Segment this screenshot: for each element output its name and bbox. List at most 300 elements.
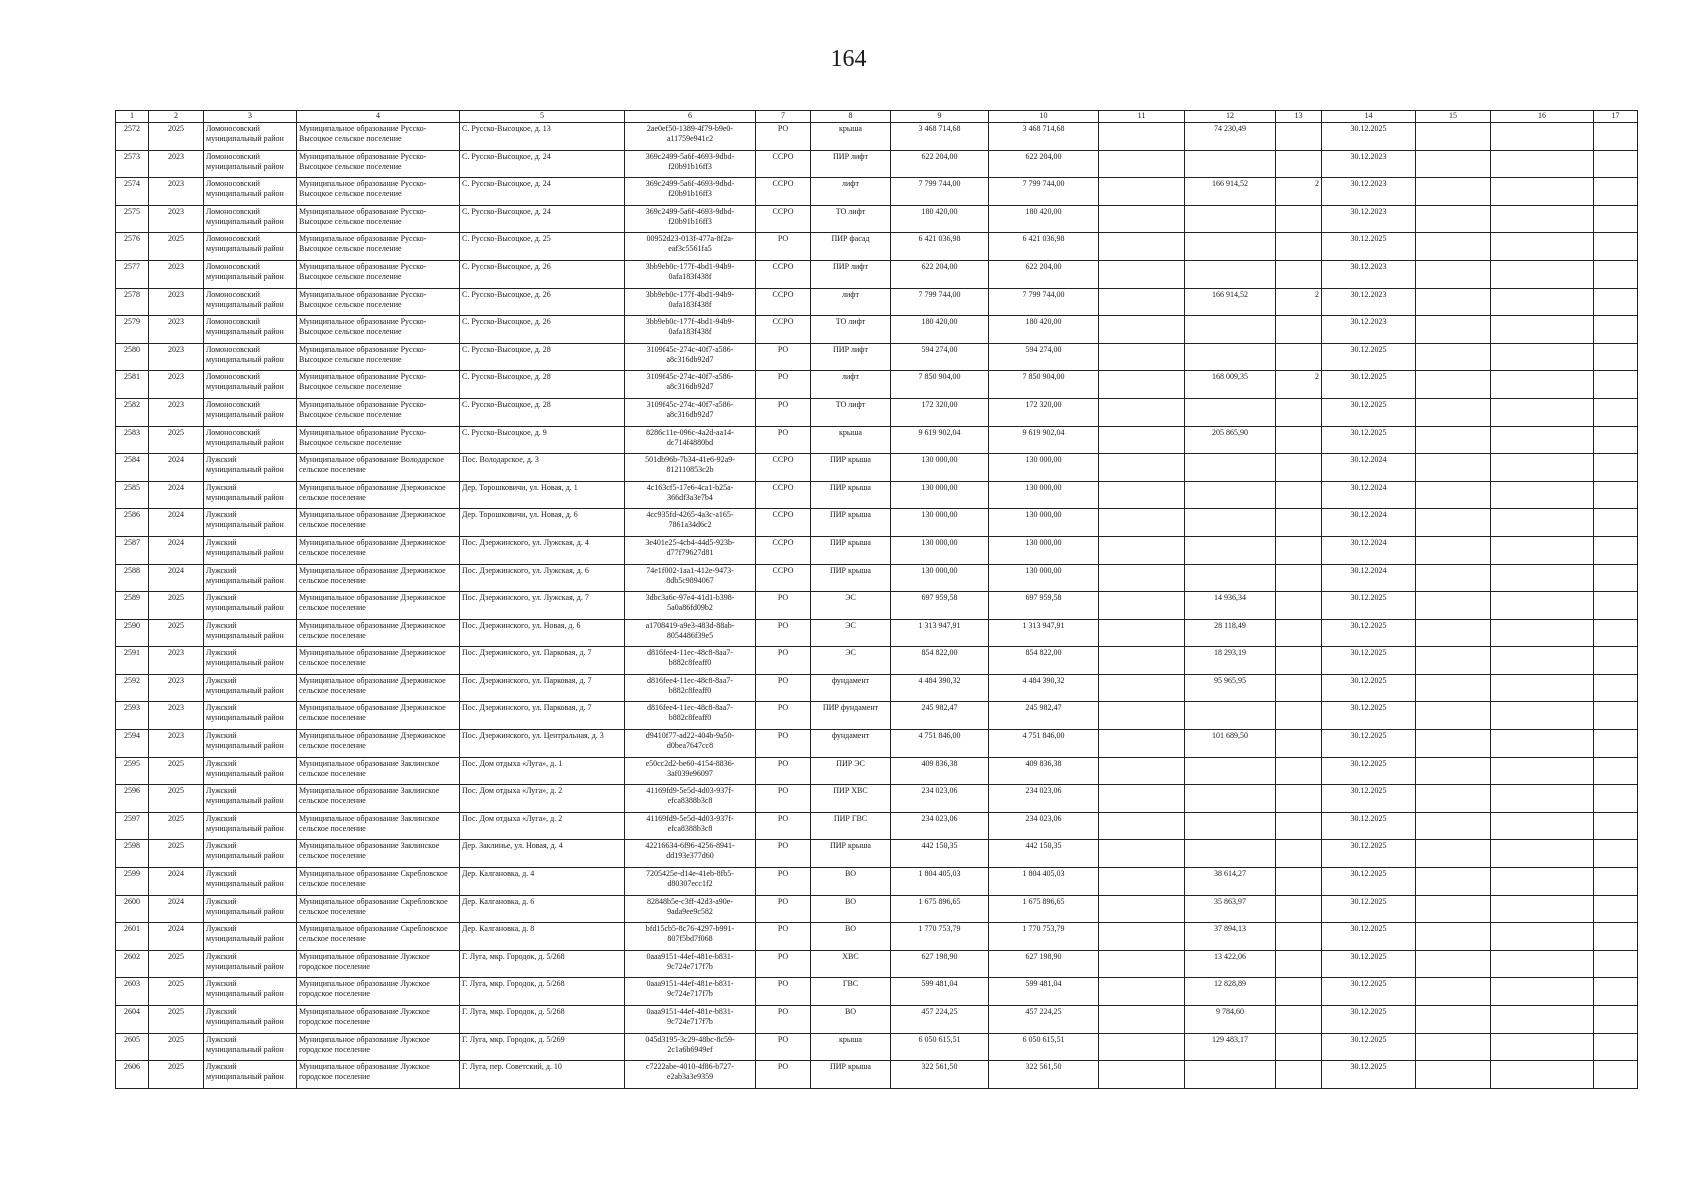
column-12-cell: [1185, 343, 1276, 371]
deadline-cell: 30.12.2025: [1322, 757, 1416, 785]
column-17-cell: [1594, 868, 1638, 896]
work-type-cell: лифт: [811, 288, 891, 316]
column-16-cell: [1491, 426, 1594, 454]
column-15-cell: [1416, 123, 1491, 151]
organization-cell: ССРО: [756, 178, 811, 206]
column-12-cell: [1185, 536, 1276, 564]
year-cell: 2024: [149, 564, 204, 592]
deadline-cell: 30.12.2024: [1322, 454, 1416, 482]
column-number-header: 14: [1322, 111, 1416, 123]
column-17-cell: [1594, 316, 1638, 344]
work-type-cell: ПИР крыша: [811, 454, 891, 482]
work-type-cell: ВО: [811, 895, 891, 923]
column-11-cell: [1099, 371, 1185, 399]
column-number-header: 5: [460, 111, 625, 123]
table-row: [116, 730, 1638, 758]
column-17-cell: [1594, 592, 1638, 620]
total-cost-cell: 599 481,04: [891, 978, 989, 1006]
row-number: 2584: [116, 454, 149, 482]
work-type-cell: ТО лифт: [811, 316, 891, 344]
municipality-cell: Муниципальное образование Лужское городское поселение: [297, 1033, 460, 1061]
column-12-cell: [1185, 316, 1276, 344]
row-number: 2575: [116, 205, 149, 233]
column-13-cell: [1276, 454, 1322, 482]
cost-cell: 622 204,00: [989, 150, 1099, 178]
organization-cell: РО: [756, 398, 811, 426]
district-cell: Лужский муниципальный район: [204, 647, 297, 675]
row-number: 2583: [116, 426, 149, 454]
total-cost-cell: 234 023,06: [891, 812, 989, 840]
year-cell: 2025: [149, 757, 204, 785]
table-row: [116, 371, 1638, 399]
column-12-cell: [1185, 481, 1276, 509]
municipality-cell: Муниципальное образование Дзержинское сельское поселение: [297, 730, 460, 758]
column-15-cell: [1416, 950, 1491, 978]
address-cell: С. Русско-Высоцкое, д. 13: [460, 123, 625, 151]
column-13-cell: [1276, 730, 1322, 758]
organization-cell: РО: [756, 868, 811, 896]
column-11-cell: [1099, 564, 1185, 592]
district-cell: Лужский муниципальный район: [204, 674, 297, 702]
column-15-cell: [1416, 316, 1491, 344]
house-guid-cell: 4c163cf5-17e6-4ca1-b25a-366df3a3e7b4: [625, 481, 756, 509]
organization-cell: РО: [756, 730, 811, 758]
column-number-header: 13: [1276, 111, 1322, 123]
column-15-cell: [1416, 674, 1491, 702]
column-12-cell: [1185, 702, 1276, 730]
cost-cell: 322 561,50: [989, 1061, 1099, 1089]
table-row: [116, 1061, 1638, 1089]
cost-cell: 1 804 405,03: [989, 868, 1099, 896]
column-17-cell: [1594, 178, 1638, 206]
work-type-cell: ТО лифт: [811, 205, 891, 233]
row-number: 2581: [116, 371, 149, 399]
column-11-cell: [1099, 674, 1185, 702]
column-13-cell: [1276, 564, 1322, 592]
deadline-cell: 30.12.2023: [1322, 288, 1416, 316]
deadline-cell: 30.12.2025: [1322, 978, 1416, 1006]
municipality-cell: Муниципальное образование Дзержинское сельское поселение: [297, 619, 460, 647]
column-15-cell: [1416, 978, 1491, 1006]
column-16-cell: [1491, 592, 1594, 620]
column-13-cell: [1276, 785, 1322, 813]
column-11-cell: [1099, 868, 1185, 896]
year-cell: 2024: [149, 536, 204, 564]
table-row: [116, 150, 1638, 178]
column-12-cell: 38 614,27: [1185, 868, 1276, 896]
cost-cell: 172 320,00: [989, 398, 1099, 426]
register-table: [115, 110, 1638, 1089]
column-11-cell: [1099, 978, 1185, 1006]
column-number-header: 8: [811, 111, 891, 123]
organization-cell: ССРО: [756, 564, 811, 592]
column-16-cell: [1491, 978, 1594, 1006]
column-12-cell: 35 863,97: [1185, 895, 1276, 923]
municipality-cell: Муниципальное образование Русско-Высоцкое сельское поселение: [297, 288, 460, 316]
column-17-cell: [1594, 895, 1638, 923]
district-cell: Ломоносовский муниципальный район: [204, 426, 297, 454]
column-11-cell: [1099, 481, 1185, 509]
work-type-cell: крыша: [811, 123, 891, 151]
work-type-cell: крыша: [811, 1033, 891, 1061]
organization-cell: ССРО: [756, 536, 811, 564]
house-guid-cell: 3109f45c-274c-40f7-a586-a8c316db92d7: [625, 371, 756, 399]
organization-cell: ССРО: [756, 205, 811, 233]
column-17-cell: [1594, 371, 1638, 399]
cost-cell: 234 023,06: [989, 785, 1099, 813]
year-cell: 2025: [149, 840, 204, 868]
deadline-cell: 30.12.2025: [1322, 343, 1416, 371]
column-16-cell: [1491, 481, 1594, 509]
column-16-cell: [1491, 288, 1594, 316]
year-cell: 2023: [149, 398, 204, 426]
address-cell: Пос. Дзержинского, ул. Лужская, д. 6: [460, 564, 625, 592]
row-number: 2577: [116, 260, 149, 288]
cost-cell: 1 675 896,65: [989, 895, 1099, 923]
total-cost-cell: 1 804 405,03: [891, 868, 989, 896]
district-cell: Лужский муниципальный район: [204, 895, 297, 923]
district-cell: Лужский муниципальный район: [204, 785, 297, 813]
table-row: [116, 950, 1638, 978]
column-12-cell: 129 483,17: [1185, 1033, 1276, 1061]
deadline-cell: 30.12.2025: [1322, 812, 1416, 840]
house-guid-cell: 82848b5e-c3ff-42d3-a90e-9ada9ee9c582: [625, 895, 756, 923]
cost-cell: 130 000,00: [989, 564, 1099, 592]
municipality-cell: Муниципальное образование Дзержинское сельское поселение: [297, 674, 460, 702]
total-cost-cell: 442 150,35: [891, 840, 989, 868]
column-11-cell: [1099, 205, 1185, 233]
column-15-cell: [1416, 619, 1491, 647]
organization-cell: РО: [756, 978, 811, 1006]
deadline-cell: 30.12.2024: [1322, 509, 1416, 537]
column-16-cell: [1491, 647, 1594, 675]
cost-cell: 442 150,35: [989, 840, 1099, 868]
total-cost-cell: 4 751 846,00: [891, 730, 989, 758]
address-cell: Пос. Володарское, д. 3: [460, 454, 625, 482]
cost-cell: 234 023,06: [989, 812, 1099, 840]
column-13-cell: [1276, 674, 1322, 702]
column-12-cell: 9 784,60: [1185, 1006, 1276, 1034]
column-11-cell: [1099, 398, 1185, 426]
total-cost-cell: 622 204,00: [891, 260, 989, 288]
house-guid-cell: 0aaa9151-44ef-481e-b831-9c724e717f7b: [625, 1006, 756, 1034]
address-cell: Дер. Заклинье, ул. Новая, д. 4: [460, 840, 625, 868]
table-row: [116, 1033, 1638, 1061]
row-number: 2592: [116, 674, 149, 702]
address-cell: Г. Луга, мкр. Городок, д. 5/268: [460, 978, 625, 1006]
column-11-cell: [1099, 343, 1185, 371]
column-number-header: 4: [297, 111, 460, 123]
total-cost-cell: 6 421 036,98: [891, 233, 989, 261]
deadline-cell: 30.12.2025: [1322, 840, 1416, 868]
total-cost-cell: 1 675 896,65: [891, 895, 989, 923]
total-cost-cell: 7 799 744,00: [891, 288, 989, 316]
total-cost-cell: 3 468 714,68: [891, 123, 989, 151]
column-12-cell: 37 894,13: [1185, 923, 1276, 951]
municipality-cell: Муниципальное образование Заклинское сельское поселение: [297, 812, 460, 840]
work-type-cell: ПИР ХВС: [811, 785, 891, 813]
column-number-row: [116, 111, 1638, 123]
row-number: 2605: [116, 1033, 149, 1061]
column-15-cell: [1416, 178, 1491, 206]
municipality-cell: Муниципальное образование Лужское городское поселение: [297, 1006, 460, 1034]
column-17-cell: [1594, 205, 1638, 233]
row-number: 2594: [116, 730, 149, 758]
municipality-cell: Муниципальное образование Русско-Высоцкое сельское поселение: [297, 371, 460, 399]
work-type-cell: ТО лифт: [811, 398, 891, 426]
column-15-cell: [1416, 757, 1491, 785]
deadline-cell: 30.12.2024: [1322, 536, 1416, 564]
table-row: [116, 592, 1638, 620]
column-number-header: 11: [1099, 111, 1185, 123]
district-cell: Лужский муниципальный район: [204, 757, 297, 785]
column-17-cell: [1594, 509, 1638, 537]
municipality-cell: Муниципальное образование Дзержинское сельское поселение: [297, 564, 460, 592]
row-number: 2588: [116, 564, 149, 592]
house-guid-cell: d816fee4-11ec-48c8-8aa7-b882c8feaff0: [625, 702, 756, 730]
address-cell: С. Русско-Высоцкое, д. 24: [460, 150, 625, 178]
total-cost-cell: 457 224,25: [891, 1006, 989, 1034]
municipality-cell: Муниципальное образование Заклинское сельское поселение: [297, 785, 460, 813]
row-number: 2574: [116, 178, 149, 206]
column-15-cell: [1416, 1006, 1491, 1034]
column-13-cell: [1276, 150, 1322, 178]
column-12-cell: 168 009,35: [1185, 371, 1276, 399]
deadline-cell: 30.12.2025: [1322, 233, 1416, 261]
column-17-cell: [1594, 398, 1638, 426]
organization-cell: РО: [756, 1033, 811, 1061]
year-cell: 2025: [149, 592, 204, 620]
house-guid-cell: 3bb9eb0c-177f-4bd1-94b9-0afa183f438f: [625, 260, 756, 288]
column-17-cell: [1594, 785, 1638, 813]
deadline-cell: 30.12.2025: [1322, 1061, 1416, 1089]
address-cell: Дер. Калгановка, д. 4: [460, 868, 625, 896]
district-cell: Лужский муниципальный район: [204, 950, 297, 978]
column-16-cell: [1491, 123, 1594, 151]
column-16-cell: [1491, 923, 1594, 951]
column-17-cell: [1594, 481, 1638, 509]
column-17-cell: [1594, 812, 1638, 840]
column-13-cell: [1276, 592, 1322, 620]
column-13-cell: [1276, 619, 1322, 647]
column-12-cell: 18 293,19: [1185, 647, 1276, 675]
year-cell: 2025: [149, 950, 204, 978]
table-row: [116, 923, 1638, 951]
column-16-cell: [1491, 757, 1594, 785]
column-12-cell: [1185, 840, 1276, 868]
cost-cell: 130 000,00: [989, 536, 1099, 564]
organization-cell: РО: [756, 343, 811, 371]
column-13-cell: [1276, 757, 1322, 785]
row-number: 2585: [116, 481, 149, 509]
column-16-cell: [1491, 950, 1594, 978]
column-number-header: 16: [1491, 111, 1594, 123]
address-cell: Г. Луга, пер. Советский, д. 10: [460, 1061, 625, 1089]
municipality-cell: Муниципальное образование Русско-Высоцкое сельское поселение: [297, 205, 460, 233]
work-type-cell: лифт: [811, 178, 891, 206]
deadline-cell: 30.12.2025: [1322, 371, 1416, 399]
total-cost-cell: 627 198,90: [891, 950, 989, 978]
column-15-cell: [1416, 785, 1491, 813]
row-number: 2595: [116, 757, 149, 785]
column-15-cell: [1416, 647, 1491, 675]
year-cell: 2023: [149, 730, 204, 758]
cost-cell: 130 000,00: [989, 454, 1099, 482]
address-cell: Дер. Калгановка, д. 6: [460, 895, 625, 923]
district-cell: Лужский муниципальный район: [204, 978, 297, 1006]
row-number: 2576: [116, 233, 149, 261]
address-cell: Г. Луга, мкр. Городок, д. 5/268: [460, 1006, 625, 1034]
column-11-cell: [1099, 1061, 1185, 1089]
column-11-cell: [1099, 647, 1185, 675]
district-cell: Лужский муниципальный район: [204, 564, 297, 592]
row-number: 2579: [116, 316, 149, 344]
organization-cell: РО: [756, 812, 811, 840]
work-type-cell: ПИР фундамент: [811, 702, 891, 730]
organization-cell: РО: [756, 702, 811, 730]
column-12-cell: [1185, 757, 1276, 785]
column-15-cell: [1416, 260, 1491, 288]
district-cell: Ломоносовский муниципальный район: [204, 398, 297, 426]
column-11-cell: [1099, 260, 1185, 288]
column-11-cell: [1099, 123, 1185, 151]
deadline-cell: 30.12.2025: [1322, 647, 1416, 675]
column-11-cell: [1099, 923, 1185, 951]
district-cell: Ломоносовский муниципальный район: [204, 233, 297, 261]
table-row: [116, 536, 1638, 564]
address-cell: С. Русско-Высоцкое, д. 26: [460, 316, 625, 344]
work-type-cell: фундамент: [811, 674, 891, 702]
total-cost-cell: 1 313 947,91: [891, 619, 989, 647]
year-cell: 2024: [149, 454, 204, 482]
column-13-cell: [1276, 895, 1322, 923]
municipality-cell: Муниципальное образование Русско-Высоцкое сельское поселение: [297, 398, 460, 426]
column-number-header: 1: [116, 111, 149, 123]
house-guid-cell: c7222abe-4010-4f86-b727-e2ab3a3e9359: [625, 1061, 756, 1089]
column-11-cell: [1099, 536, 1185, 564]
column-15-cell: [1416, 288, 1491, 316]
year-cell: 2025: [149, 812, 204, 840]
house-guid-cell: 42216634-6f96-4256-8941-dd193e377d60: [625, 840, 756, 868]
organization-cell: ССРО: [756, 481, 811, 509]
district-cell: Лужский муниципальный район: [204, 840, 297, 868]
column-11-cell: [1099, 702, 1185, 730]
house-guid-cell: 41169fd9-5e5d-4d03-937f-efca8388b3c8: [625, 812, 756, 840]
cost-cell: 594 274,00: [989, 343, 1099, 371]
column-15-cell: [1416, 895, 1491, 923]
column-17-cell: [1594, 123, 1638, 151]
address-cell: Пос. Дзержинского, ул. Парковая, д. 7: [460, 647, 625, 675]
cost-cell: 457 224,25: [989, 1006, 1099, 1034]
municipality-cell: Муниципальное образование Русско-Высоцкое сельское поселение: [297, 343, 460, 371]
house-guid-cell: d816fee4-11ec-48c8-8aa7-b882c8feaff0: [625, 647, 756, 675]
house-guid-cell: 0aaa9151-44ef-481e-b831-9c724e717f7b: [625, 978, 756, 1006]
column-11-cell: [1099, 592, 1185, 620]
address-cell: Пос. Дзержинского, ул. Парковая, д. 7: [460, 702, 625, 730]
year-cell: 2023: [149, 343, 204, 371]
total-cost-cell: 234 023,06: [891, 785, 989, 813]
column-12-cell: 101 689,50: [1185, 730, 1276, 758]
column-11-cell: [1099, 288, 1185, 316]
work-type-cell: ПИР лифт: [811, 150, 891, 178]
total-cost-cell: 245 982,47: [891, 702, 989, 730]
house-guid-cell: 0aaa9151-44ef-481e-b831-9c724e717f7b: [625, 950, 756, 978]
row-number: 2600: [116, 895, 149, 923]
column-16-cell: [1491, 233, 1594, 261]
table-row: [116, 509, 1638, 537]
column-11-cell: [1099, 178, 1185, 206]
column-16-cell: [1491, 730, 1594, 758]
house-guid-cell: 74e1f002-1aa1-412e-9473-8db5c9894067: [625, 564, 756, 592]
district-cell: Лужский муниципальный район: [204, 481, 297, 509]
municipality-cell: Муниципальное образование Русско-Высоцкое сельское поселение: [297, 316, 460, 344]
column-12-cell: 205 865,90: [1185, 426, 1276, 454]
table-row: [116, 895, 1638, 923]
deadline-cell: 30.12.2025: [1322, 785, 1416, 813]
deadline-cell: 30.12.2025: [1322, 702, 1416, 730]
district-cell: Лужский муниципальный район: [204, 1033, 297, 1061]
deadline-cell: 30.12.2025: [1322, 426, 1416, 454]
row-number: 2603: [116, 978, 149, 1006]
column-13-cell: [1276, 123, 1322, 151]
deadline-cell: 30.12.2025: [1322, 868, 1416, 896]
column-16-cell: [1491, 371, 1594, 399]
work-type-cell: ПИР крыша: [811, 840, 891, 868]
work-type-cell: ПИР ЭС: [811, 757, 891, 785]
work-type-cell: ЭС: [811, 592, 891, 620]
total-cost-cell: 130 000,00: [891, 564, 989, 592]
cost-cell: 6 421 036,98: [989, 233, 1099, 261]
column-16-cell: [1491, 509, 1594, 537]
district-cell: Ломоносовский муниципальный район: [204, 123, 297, 151]
work-type-cell: крыша: [811, 426, 891, 454]
work-type-cell: ПИР фасад: [811, 233, 891, 261]
address-cell: С. Русско-Высоцкое, д. 26: [460, 288, 625, 316]
column-17-cell: [1594, 840, 1638, 868]
row-number: 2604: [116, 1006, 149, 1034]
column-16-cell: [1491, 536, 1594, 564]
organization-cell: РО: [756, 592, 811, 620]
work-type-cell: ВО: [811, 1006, 891, 1034]
cost-cell: 7 799 744,00: [989, 178, 1099, 206]
municipality-cell: Муниципальное образование Русско-Высоцкое сельское поселение: [297, 150, 460, 178]
year-cell: 2024: [149, 868, 204, 896]
column-17-cell: [1594, 950, 1638, 978]
column-12-cell: [1185, 150, 1276, 178]
column-12-cell: [1185, 260, 1276, 288]
column-13-cell: 2: [1276, 288, 1322, 316]
column-16-cell: [1491, 868, 1594, 896]
column-11-cell: [1099, 730, 1185, 758]
row-number: 2606: [116, 1061, 149, 1089]
column-17-cell: [1594, 674, 1638, 702]
column-15-cell: [1416, 1061, 1491, 1089]
column-11-cell: [1099, 895, 1185, 923]
table-row: [116, 978, 1638, 1006]
year-cell: 2025: [149, 1006, 204, 1034]
table-row: [116, 674, 1638, 702]
district-cell: Ломоносовский муниципальный район: [204, 371, 297, 399]
work-type-cell: ПИР лифт: [811, 260, 891, 288]
organization-cell: ССРО: [756, 454, 811, 482]
table-row: [116, 260, 1638, 288]
row-number: 2586: [116, 509, 149, 537]
column-11-cell: [1099, 619, 1185, 647]
organization-cell: РО: [756, 233, 811, 261]
column-15-cell: [1416, 840, 1491, 868]
cost-cell: 245 982,47: [989, 702, 1099, 730]
year-cell: 2025: [149, 978, 204, 1006]
